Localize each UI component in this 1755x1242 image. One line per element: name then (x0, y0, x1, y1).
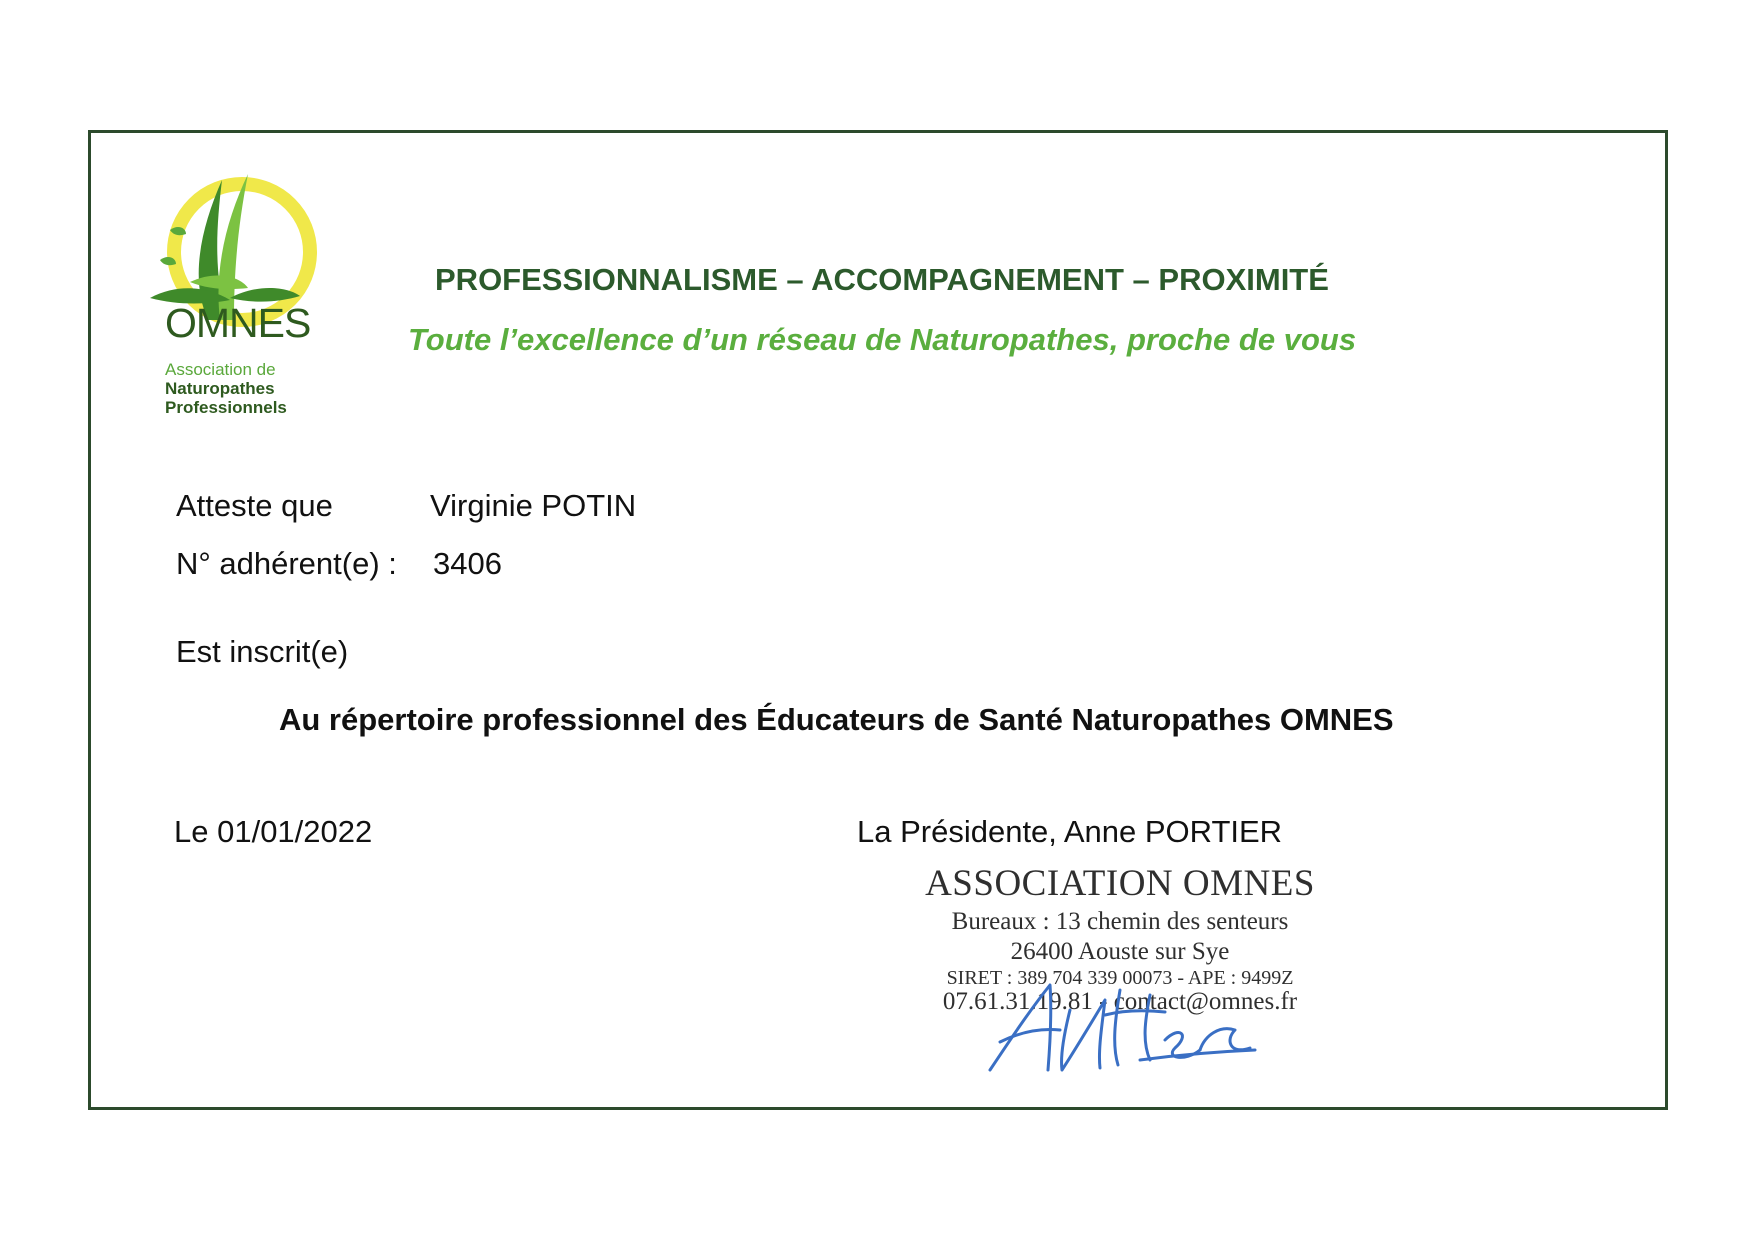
member-name: Virginie POTIN (430, 488, 637, 523)
stamp-line-5: 07.61.31.19.81 - contact@omnes.fr (942, 988, 1298, 1015)
stamp-line-4: SIRET : 389 704 339 00073 - APE : 9499Z (946, 967, 1294, 989)
registry-statement: Au répertoire professionnel des Éducateurs de Santé Naturopathes OMNES (279, 702, 1394, 737)
member-number-label: N° adhérent(e) : (176, 546, 397, 581)
subtitle: Toute l’excellence d’un réseau de Naturopathes, proche de vous (408, 322, 1357, 357)
member-number: 3406 (433, 546, 502, 581)
stamp-line-3: 26400 Aouste sur Sye (1010, 938, 1230, 965)
logo-subtitle (165, 360, 355, 417)
logo-line-3: Professionnels (165, 398, 287, 417)
stamp-line-2: Bureaux : 13 chemin des senteurs (951, 908, 1289, 935)
signatory: La Présidente, Anne PORTIER (857, 814, 1283, 849)
logo-line-2: Naturopathes (165, 379, 275, 398)
handwritten-signature (980, 970, 1260, 1080)
tagline: PROFESSIONNALISME – ACCOMPAGNEMENT – PROXIMITÉ (435, 262, 1329, 297)
stamp-line-1: ASSOCIATION OMNES (925, 863, 1315, 904)
atteste-label: Atteste que (176, 488, 333, 523)
logo-name: OMNES (165, 300, 311, 346)
logo-line-1: Association de (165, 360, 276, 379)
omnes-logo (130, 170, 350, 430)
issue-date: Le 01/01/2022 (174, 814, 373, 849)
registered-label: Est inscrit(e) (176, 634, 349, 669)
